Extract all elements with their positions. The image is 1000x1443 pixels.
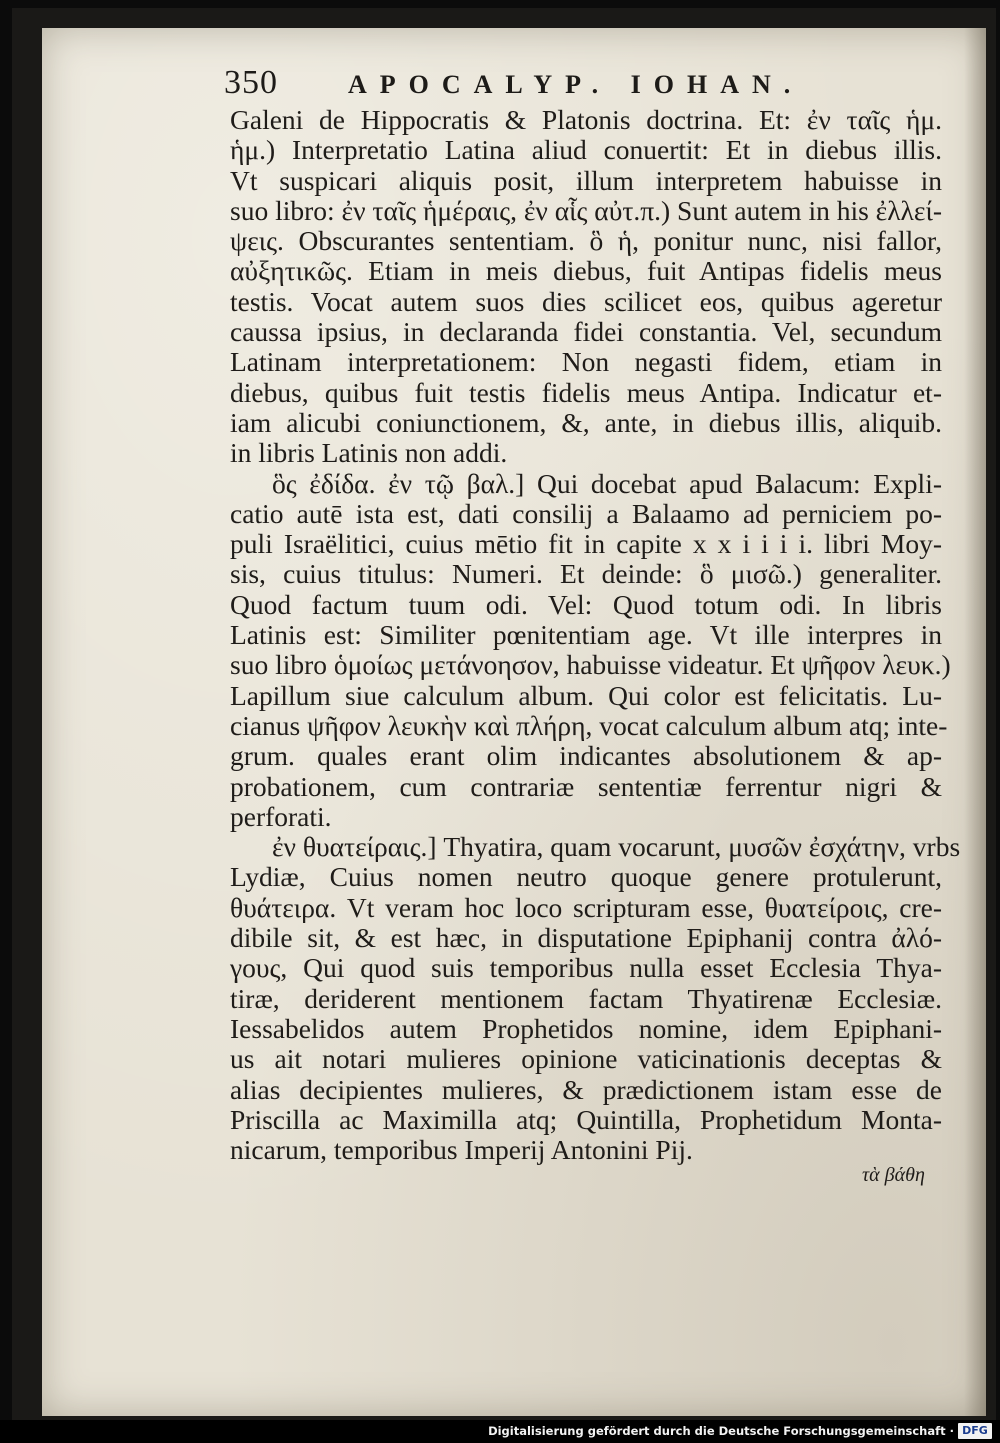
body-text xyxy=(230,104,961,1166)
text-line: puli Israëlitici, cuius mētio fit in capite x x i i i i. libri Moy- xyxy=(230,528,942,560)
text-line: tiræ, deriderent mentionem factam Thyatirenæ Ecclesiæ. xyxy=(230,982,942,1014)
text-line: diebus, quibus fuit testis fidelis meus Antipa. Indicatur et- xyxy=(230,376,942,408)
page-number: 350 xyxy=(224,64,278,101)
text-line: Latinam interpretationem: Non negasti fidem, etiam in xyxy=(230,346,942,378)
text-line: us ait notari mulieres opinione vaticinationis deceptas & xyxy=(230,1043,942,1075)
text-line: αὐξητικῶς. Etiam in meis diebus, fuit Antipas fidelis meus xyxy=(230,255,942,287)
text-line: θυάτειρα. Vt veram hoc loco scripturam esse, θυατείροις, cre- xyxy=(230,891,942,923)
text-line: in libris Latinis non addi. xyxy=(230,437,508,469)
text-line: nicarum, temporibus Imperij Antonini Pij. xyxy=(230,1134,693,1166)
text-line: testis. Vocat autem suos dies scilicet eos, quibus ageretur xyxy=(230,285,942,317)
text-line: probationem, cum contrariæ sententiæ ferrentur nigri & xyxy=(230,770,942,802)
text-line: γους, Qui quod suis temporibus nulla esset Ecclesia Thya- xyxy=(230,952,942,984)
text-line: dibile sit, & est hæc, in disputatione Epiphanij contra ἀλό- xyxy=(230,922,942,954)
text-line: Lydiæ, Cuius nomen neutro quoque genere protulerunt, xyxy=(230,861,942,893)
running-head xyxy=(224,64,844,104)
text-line: sis, cuius titulus: Numeri. Et deinde: ὃ μισῶ.) generaliter. xyxy=(230,558,942,590)
text-line: Iessabelidos autem Prophetidos nomine, idem Epiphani- xyxy=(230,1012,942,1044)
text-line: Galeni de Hippocratis & Platonis doctrina. Et: ἐν ταῖς ἡμ. xyxy=(230,104,942,135)
text-line: suo libro: ἐν ταῖς ἡμέραις, ἐν αἷς αὐτ.π.) Sunt autem in his ἐλλεί- xyxy=(230,194,942,226)
text-line: perforati. xyxy=(230,800,332,832)
text-line: suo libro ὁμοίως μετάνοησον, habuisse videatur. Et ψῆφον λευκ.) xyxy=(230,649,951,681)
text-line: Quod factum tuum odi. Vel: Quod totum odi. In libris xyxy=(230,588,942,620)
text-line: caussa ipsius, in declaranda fidei constantia. Vel, secundum xyxy=(230,316,942,348)
footer-credit: Digitalisierung gefördert durch die Deutsche Forschungsgemeinschaft · xyxy=(488,1424,954,1438)
text-line: ἡμ.) Interpretatio Latina aliud conuertit: Et in diebus illis. xyxy=(230,134,942,166)
text-line: Latinis est: Similiter pœnitentiam age. Vt ille interpres in xyxy=(230,619,942,651)
text-line: ὃς ἐδίδα. ἐν τῷ βαλ.] Qui docebat apud Balacum: Expli- xyxy=(272,467,942,499)
catchword: τὰ βάθη xyxy=(862,1164,925,1186)
page-edge-shadow xyxy=(964,28,986,1416)
dfg-logo-icon[interactable]: DFG xyxy=(958,1423,992,1439)
text-line: alias decipientes mulieres, & prædictionem istam esse de xyxy=(230,1073,942,1105)
text-line: Lapillum siue calculum album. Qui color est felicitatis. Lu- xyxy=(230,679,942,711)
text-line: cianus ψῆφον λευκὴν καὶ πλήρη, vocat calculum album atq; inte- xyxy=(230,709,948,741)
text-line: ψεις. Obscurantes sententiam. ὃ ἡ, ponitur nunc, nisi fallor, xyxy=(230,225,942,257)
running-title: APOCALYP. IOHAN. xyxy=(348,70,804,99)
text-line: Priscilla ac Maximilla atq; Quintilla, Prophetidum Monta- xyxy=(230,1103,942,1135)
footer-bar xyxy=(0,1420,1000,1443)
text-line: grum. quales erant olim indicantes absolutionem & ap- xyxy=(230,740,942,772)
text-line: Vt suspicari aliquis posit, illum interpretem habuisse in xyxy=(230,164,942,196)
text-line: ἐν θυατείραις.] Thyatira, quam vocarunt, μυσῶν ἐσχάτην, vrbs xyxy=(272,831,961,863)
text-line: catio autē ista est, dati consilij a Balaamo ad perniciem po- xyxy=(230,497,942,529)
text-line: iam alicubi coniunctionem, &, ante, in diebus illis, aliquib. xyxy=(230,406,942,438)
